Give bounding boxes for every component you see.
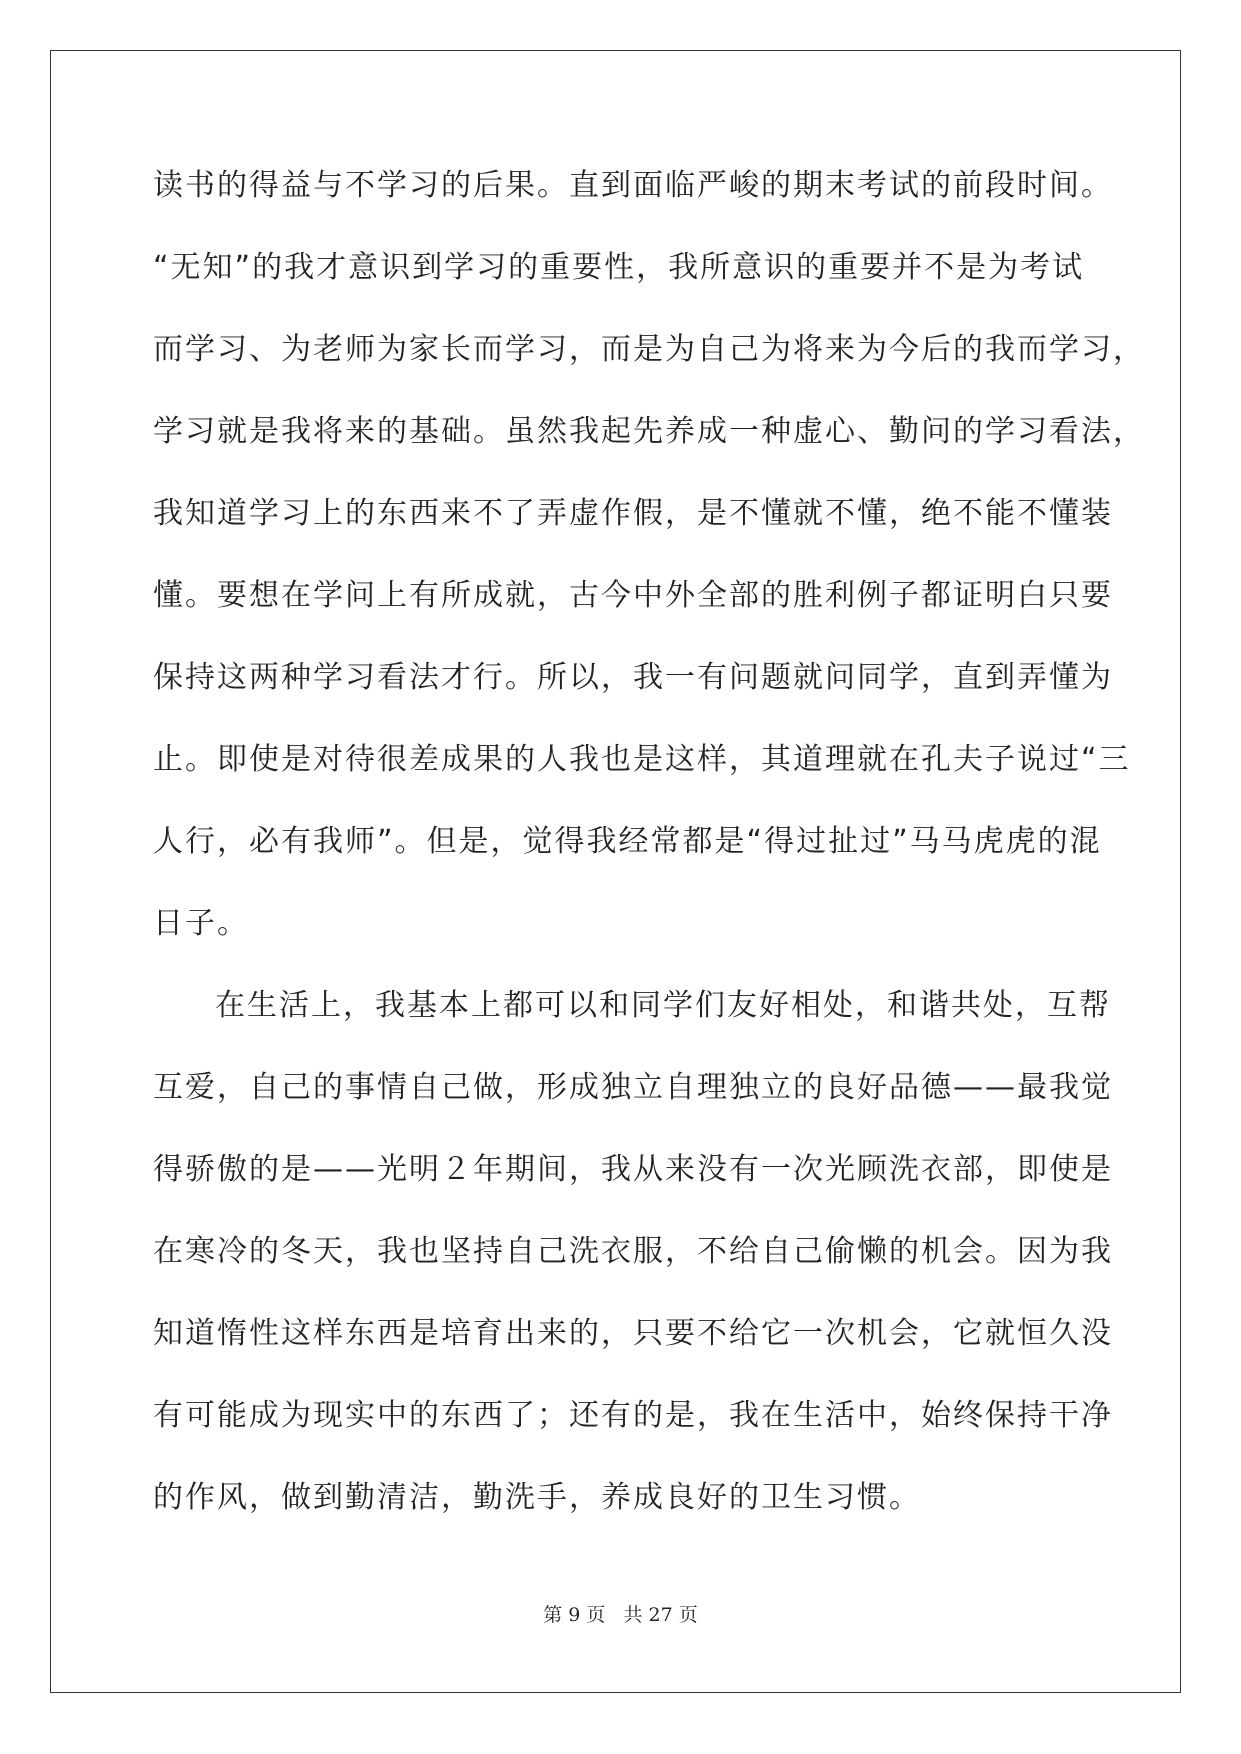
text-line: 的作风，做到勤清洁，勤洗手，养成良好的卫生习惯。 [153, 1480, 921, 1515]
current-page-number: 第 9 页 [543, 1604, 606, 1626]
text-line: 人行，必有我师”。但是，觉得我经常都是“得过扯过”马马虎虎的混 [153, 824, 1102, 859]
text-line: 止。即使是对待很差成果的人我也是这样，其道理就在孔夫子说过“三 [153, 742, 1131, 777]
text-line: 在寒冷的冬天，我也坚持自己洗衣服，不给自己偷懒的机会。因为我 [153, 1234, 1113, 1269]
text-line: 知道惰性这样东西是培育出来的，只要不给它一次机会，它就恒久没 [153, 1316, 1113, 1351]
text-line: 保持这两种学习看法才行。所以，我一有问题就问同学，直到弄懂为 [153, 660, 1113, 695]
paragraph-first-line: 在生活上，我基本上都可以和同学们友好相处，和谐共处，互帮 [215, 988, 1111, 1023]
text-line: 有可能成为现实中的东西了；还有的是，我在生活中，始终保持干净 [153, 1398, 1113, 1433]
text-line: 而学习、为老师为家长而学习，而是为自己为将来为今后的我而学习， [153, 332, 1145, 367]
text-line: 我知道学习上的东西来不了弄虚作假，是不懂就不懂，绝不能不懂装 [153, 496, 1113, 531]
text-line: 懂。要想在学问上有所成就，古今中外全部的胜利例子都证明白只要 [153, 578, 1113, 613]
text-line: “无知”的我才意识到学习的重要性，我所意识的重要并不是为考试 [153, 250, 1085, 285]
text-line: 互爱，自己的事情自己做，形成独立自理独立的良好品德——最我觉 [153, 1070, 1113, 1105]
page-border [50, 50, 1181, 1693]
total-pages: 共 27 页 [623, 1604, 698, 1626]
text-line: 学习就是我将来的基础。虽然我起先养成一种虚心、勤问的学习看法， [153, 414, 1145, 449]
text-line: 读书的得益与不学习的后果。直到面临严峻的期末考试的前段时间。 [153, 168, 1113, 203]
text-line: 日子。 [153, 906, 249, 941]
text-line: 得骄傲的是——光明２年期间，我从来没有一次光顾洗衣部，即使是 [153, 1152, 1113, 1187]
page-footer [0, 1600, 1241, 1627]
